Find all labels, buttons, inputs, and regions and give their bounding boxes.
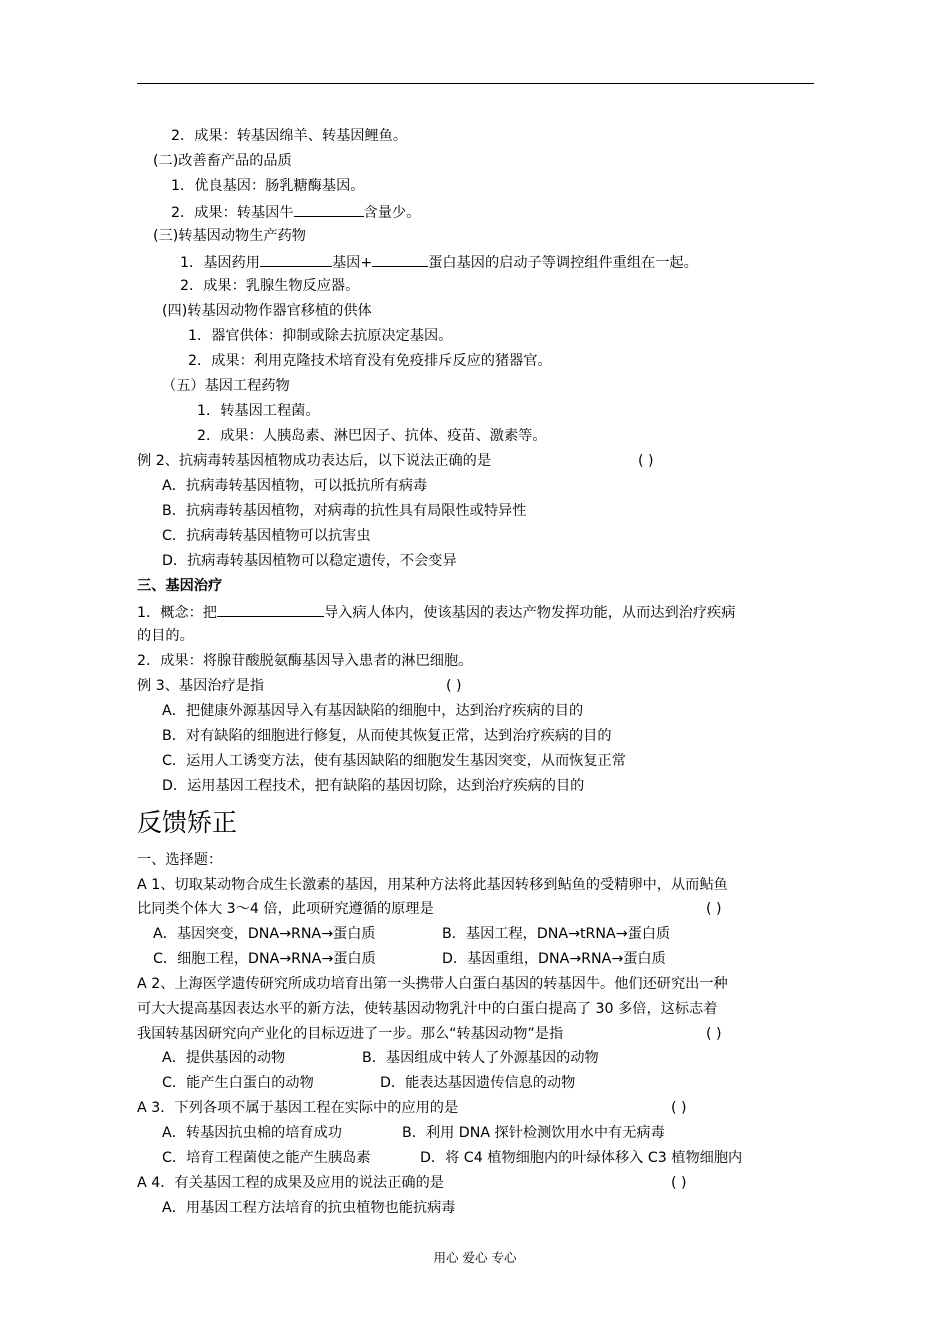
option-c: C．抗病毒转基因植物可以抗害虫 (162, 528, 371, 544)
answer-paren: ( ) (638, 453, 654, 469)
text-line: 1．转基因工程菌。 (197, 403, 320, 419)
text-line: 2．成果：转基因绵羊、转基因鲤鱼。 (171, 128, 408, 144)
text-line: 2．成果：利用克隆技术培育没有免疫排斥反应的猪器官。 (188, 353, 552, 369)
option-a: A．提供基因的动物 (162, 1050, 286, 1066)
section-heading: (四)转基因动物作器官移植的供体 (162, 303, 372, 319)
text-line (171, 201, 420, 223)
text-line: 的目的。 (137, 628, 194, 644)
answer-paren: ( ) (706, 1026, 722, 1042)
text-line (180, 251, 698, 273)
question-text: 可大大提高基因表达水平的新方法，使转基因动物乳汁中的白蛋白提高了 30 多倍，这标志着 (137, 1001, 718, 1017)
option-a: A．把健康外源基因导入有基因缺陷的细胞中，达到治疗疾病的目的 (162, 703, 584, 719)
question-text: 比同类个体大 3～4 倍，此项研究遵循的原理是 (137, 901, 434, 917)
option-d: D．基因重组，DNA→RNA→蛋白质 (442, 951, 666, 967)
example-question: 例 2、抗病毒转基因植物成功表达后，以下说法正确的是 (137, 453, 492, 469)
option-c: C．能产生白蛋白的动物 (162, 1075, 314, 1091)
question-text: A 1、切取某动物合成生长激素的基因，用某种方法将此基因转移到鲇鱼的受精卵中，从而鲇鱼 (137, 877, 728, 893)
example-question: 例 3、基因治疗是指 (137, 678, 265, 694)
option-a: A．基因突变，DNA→RNA→蛋白质 (153, 926, 376, 942)
text-segment: 2．成果：转基因牛 (171, 205, 294, 221)
question-text: A 2、上海医学遗传研究所成功培育出第一头携带人白蛋白基因的转基因牛。他们还研究出一种 (137, 976, 728, 992)
question-text: A 4．有关基因工程的成果及应用的说法正确的是 (137, 1175, 444, 1191)
text-line: 2．成果：将腺苷酸脱氨酶基因导入患者的淋巴细胞。 (137, 653, 473, 669)
option-c: C．运用人工诱变方法，使有基因缺陷的细胞发生基因突变，从而恢复正常 (162, 753, 626, 769)
option-a: A．抗病毒转基因植物，可以抵抗所有病毒 (162, 478, 428, 494)
fill-blank (217, 601, 324, 617)
option-a: A．用基因工程方法培育的抗虫植物也能抗病毒 (162, 1200, 456, 1216)
text-line: 2．成果：人胰岛素、淋巴因子、抗体、疫苗、激素等。 (197, 428, 547, 444)
page-footer: 用心 爱心 专心 (433, 1250, 517, 1265)
text-line (137, 601, 735, 623)
option-a: A．转基因抗虫棉的培育成功 (162, 1125, 342, 1141)
option-b: B．抗病毒转基因植物，对病毒的抗性具有局限性或特异性 (162, 503, 527, 519)
header-rule (137, 83, 814, 84)
text-segment: 导入病人体内，使该基因的表达产物发挥功能，从而达到治疗疾病 (323, 605, 736, 621)
option-c: C．培育工程菌使之能产生胰岛素 (162, 1150, 371, 1166)
answer-paren: ( ) (671, 1175, 687, 1191)
fill-blank (372, 251, 428, 267)
section-heading: (三)转基因动物生产药物 (153, 228, 306, 244)
option-d: D．将 C4 植物细胞内的叶绿体移入 C3 植物细胞内 (420, 1150, 743, 1166)
text-segment: 基因+ (331, 255, 373, 271)
option-d: D．运用基因工程技术，把有缺陷的基因切除，达到治疗疾病的目的 (162, 778, 585, 794)
text-segment: 含量少。 (363, 205, 421, 221)
question-text: 我国转基因研究向产业化的目标迈进了一步。那么“转基因动物”是指 (137, 1026, 564, 1042)
answer-paren: ( ) (446, 678, 462, 694)
text-segment: 蛋白基因的启动子等调控组件重组在一起。 (428, 255, 698, 271)
option-b: B．利用 DNA 探针检测饮用水中有无病毒 (402, 1125, 665, 1141)
option-c: C．细胞工程，DNA→RNA→蛋白质 (153, 951, 376, 967)
question-text: A 3．下列各项不属于基因工程在实际中的应用的是 (137, 1100, 459, 1116)
fill-blank (294, 201, 364, 217)
section-heading: （五）基因工程药物 (162, 378, 290, 394)
option-b: B．基因工程，DNA→tRNA→蛋白质 (442, 926, 671, 942)
fill-blank (260, 251, 332, 267)
text-segment: 1．基因药用 (180, 255, 260, 271)
subsection-title: 一、选择题： (137, 852, 223, 868)
text-line: 1．优良基因：肠乳糖酶基因。 (171, 178, 365, 194)
option-d: D．抗病毒转基因植物可以稳定遗传，不会变异 (162, 553, 457, 569)
option-b: B．基因组成中转人了外源基因的动物 (362, 1050, 599, 1066)
section-title: 三、基因治疗 (137, 578, 223, 594)
page-heading: 反馈矫正 (137, 808, 238, 837)
answer-paren: ( ) (671, 1100, 687, 1116)
text-segment: 1．概念：把 (137, 605, 217, 621)
text-line: 2．成果：乳腺生物反应器。 (180, 278, 360, 294)
option-d: D．能表达基因遗传信息的动物 (380, 1075, 576, 1091)
option-b: B．对有缺陷的细胞进行修复，从而使其恢复正常，达到治疗疾病的目的 (162, 728, 612, 744)
answer-paren: ( ) (706, 901, 722, 917)
section-heading: (二)改善畜产品的品质 (153, 153, 292, 169)
text-line: 1．器官供体：抑制或除去抗原决定基因。 (188, 328, 453, 344)
